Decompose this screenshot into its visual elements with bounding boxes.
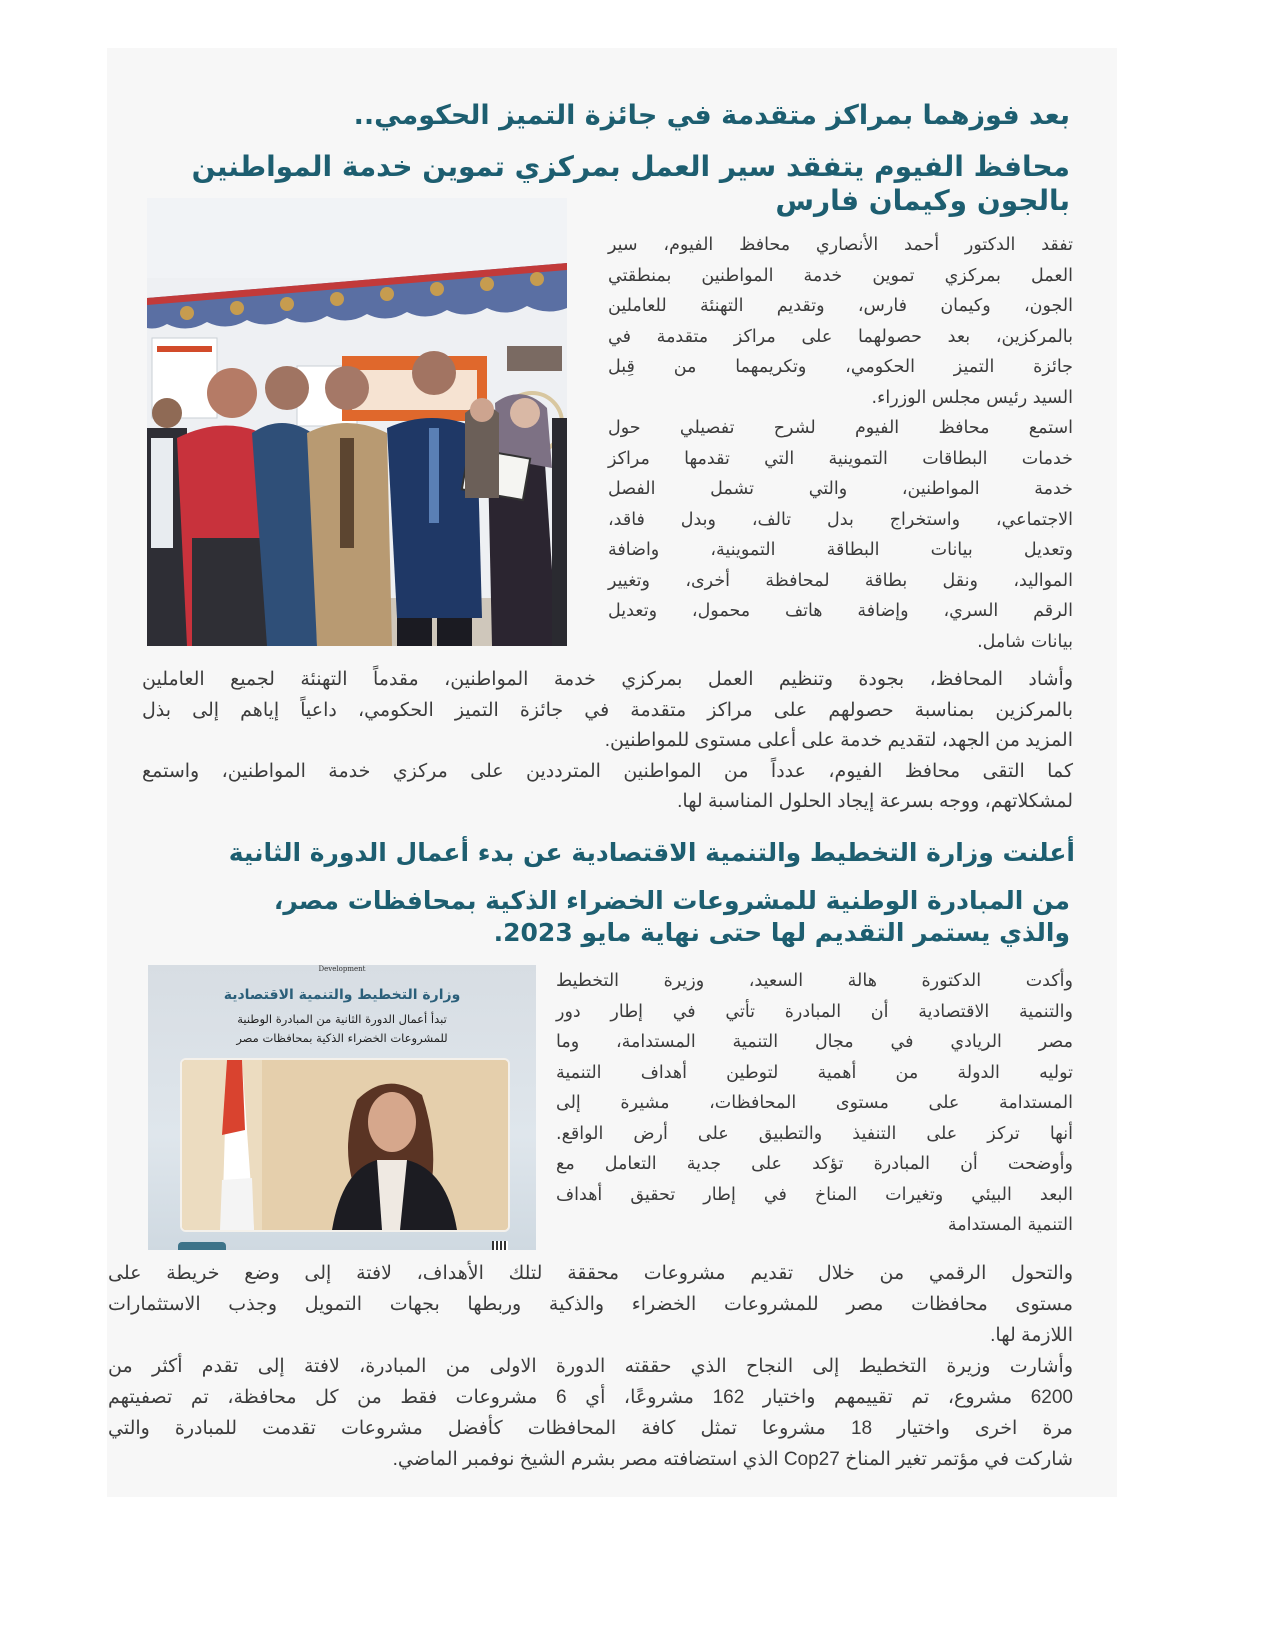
article2-title-line1: أعلنت وزارة التخطيط والتنمية الاقتصادية عن بدء أعمال الدورة الثانية [228,838,1075,867]
article1-side-line: بيانات شامل. [977,631,1073,652]
article1-side-line: جائزة التميز الحكومي، وتكريمهما من قِبل [608,357,1073,377]
poster-top-label: Development [318,965,366,973]
article1-photo [147,198,567,646]
article2-side-line: البعد البيئي وتغيرات المناخ في إطار تحقيق أهداف [556,1184,1073,1205]
article2-full-line: والتحول الرقمي من خلال تقديم مشروعات محققة لتلك الأهداف، لافتة إلى وضع خريطة على [108,1263,1073,1284]
article1-side-line: بالمركزين، بعد حصولهما على مراكز متقدمة في [608,326,1073,347]
article1-side-line: الجون، وكيمان فارس، وتقديم التهنئة للعاملين [608,296,1073,316]
group-photo-illustration [147,198,567,646]
article1-side-line: خدمة المواطنين، والتي تشمل الفصل [608,479,1073,499]
article1-side-line: استمع محافظ الفيوم لشرح تفصيلي حول [608,418,1073,438]
article1-full-line: لمشكلاتهم، ووجه بسرعة إيجاد الحلول المناسبة لها. [677,791,1073,812]
article2-full-line: مستوى محافظات مصر للمشروعات الخضراء والذكية وربطها بجهات التمويل وجذب الاستثمارات [108,1294,1073,1315]
article2-side-line: أنها تركز على التنفيذ والتطبيق على أرض الواقع. [556,1123,1073,1144]
poster-bottom-badge [178,1242,226,1250]
article1-side-line: المواليد، ونقل بطاقة لمحافظة أخرى، وتغيير [608,570,1073,591]
article1-side-line: الرقم السري، وإضافة هاتف محمول، وتعديل [608,601,1073,621]
article2-full-line: شاركت في مؤتمر تغير المناخ Cop27 الذي استضافته مصر بشرم الشيخ نوفمبر الماضي. [392,1449,1073,1470]
article1-side-line: الاجتماعي، واستخراج بدل تالف، وبدل فاقد، [608,509,1073,530]
article1-side-line: وتعديل بيانات البطاقة التموينية، واضافة [608,540,1073,560]
article1-title-line1: محافظ الفيوم يتفقد سير العمل بمركزي تموين خدمة المواطنين [191,150,1070,183]
article2-title-line3: والذي يستمر التقديم لها حتى نهاية مايو 2023. [493,918,1070,947]
qr-code-icon [492,1241,508,1250]
article2-side-line: مصر الريادي في مجال التنمية المستدامة، وما [556,1032,1073,1052]
article1-side-line: خدمات البطاقات التموينية التي تقدمها مراكز [608,448,1073,469]
article2-full-text [108,1258,1073,1475]
article1-full-text [142,665,1073,818]
article2-full-line: مرة اخرى واختيار 18 مشروعا تمثل كافة المحافظات كأفضل مشروعات تقدمت للمبادرة والتي [108,1418,1073,1439]
article1-title-line2: بالجون وكيمان فارس [775,184,1070,217]
article1-side-line: السيد رئيس مجلس الوزراء. [871,387,1073,408]
article1-side-line: تفقد الدكتور أحمد الأنصاري محافظ الفيوم، سير [608,235,1073,255]
article2-side-line: المستدامة على مستوى المحافظات، مشيرة إلى [556,1093,1073,1113]
article2-side-line: وأكدت الدكتورة هالة السعيد، وزيرة التخطيط [556,971,1073,991]
article1-side-line: العمل بمركزي تموين خدمة المواطنين بمنطقتي [608,265,1073,286]
article1-full-line: كما التقى محافظ الفيوم، عدداً من المواطنين المترددين على مركزي خدمة المواطنين، واستمع [142,760,1073,782]
article2-side-text [556,966,1073,1241]
article2-full-line: وأشارت وزيرة التخطيط إلى النجاح الذي حققته الدورة الاولى من المبادرة، لافتة إلى تقدم أكثر من [108,1356,1073,1377]
poster-line2: للمشروعات الخضراء الذكية بمحافظات مصر [236,1031,448,1045]
article2-side-line: توليه الدولة من أهمية لتوطين أهداف التنمية [556,1062,1073,1083]
article1-full-line: بالمركزين بمناسبة حصولهم على مراكز متقدمة في جائزة التميز الحكومي، داعياً إياهم إلى بذل [142,699,1073,721]
minister-portrait-illustration [182,1060,508,1230]
article2-poster [148,965,536,1250]
poster-portrait [180,1058,510,1232]
article2-full-line: 6200 مشروع، تم تقييمهم واختيار 162 مشروعًا، أي 6 مشروعات فقط من كل محافظة، تم تصفيتهم [108,1387,1074,1408]
article2-side-line: وأوضحت أن المبادرة تؤكد على جدية التعامل مع [556,1154,1073,1174]
poster-line1: تبدأ أعمال الدورة الثانية من المبادرة الوطنية [237,1012,447,1026]
article1-full-line: وأشاد المحافظ، بجودة وتنظيم العمل بمركزي خدمة المواطنين، مقدماً التهنئة لجميع العاملين [142,669,1073,690]
article2-title-line2: من المبادرة الوطنية للمشروعات الخضراء الذكية بمحافظات مصر، [273,886,1070,915]
article1-kicker: بعد فوزهما بمراكز متقدمة في جائزة التميز الحكومي.. [353,100,1070,131]
article2-side-line: والتنمية الاقتصادية أن المبادرة تأتي في إطار دور [556,1001,1073,1022]
article1-full-line: المزيد من الجهد، لتقديم خدمة على أعلى مستوى للمواطنين. [604,730,1073,751]
article1-side-text [608,230,1073,657]
article2-full-line: اللازمة لها. [990,1325,1073,1346]
article2-side-line: التنمية المستدامة [947,1215,1073,1235]
poster-ministry-name: وزارة التخطيط والتنمية الاقتصادية [223,987,461,1003]
